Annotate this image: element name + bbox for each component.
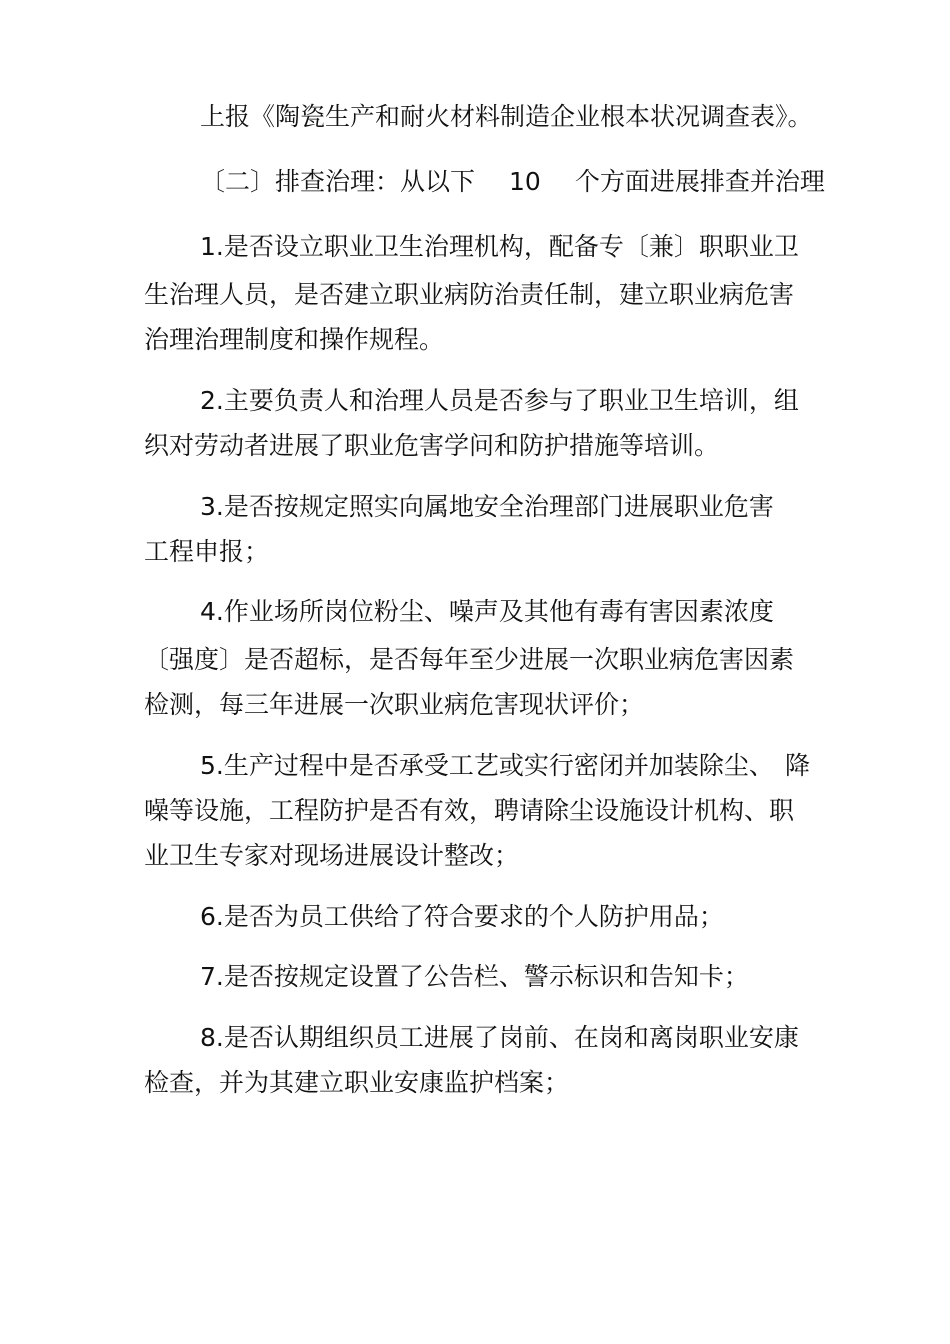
item-3-line-2: 工程申报； (144, 537, 270, 566)
section-heading-number: 10 (509, 167, 541, 196)
section-heading-rest: 个方面进展排查并治理 (574, 167, 825, 196)
item-4-line-2: 〔强度〕是否超标，是否每年至少进展一次职业病危害因素 (144, 645, 795, 674)
item-8-line-1: 8.是否认期组织员工进展了岗前、在岗和离岗职业安康 (200, 1023, 799, 1052)
item-5-line-1-tail: 降 (785, 751, 811, 780)
item-4-line-3: 检测，每三年进展一次职业病危害现状评价； (144, 690, 645, 719)
item-4-line-1: 4.作业场所岗位粉尘、噪声及其他有毒有害因素浓度 (200, 597, 774, 626)
item-1-line-1: 1.是否设立职业卫生治理机构，配备专〔兼〕职职业卫 (200, 232, 799, 261)
intro-paragraph: 上报《陶瓷生产和耐火材料制造企业根本状况调查表》。 (200, 102, 813, 131)
section-heading (200, 167, 825, 197)
item-5-line-1: 5.生产过程中是否承受工艺或实行密闭并加装除尘、 (200, 751, 774, 780)
item-1-line-2: 生治理人员，是否建立职业病防治责任制，建立职业病危害 (144, 280, 795, 309)
item-7-line-1: 7.是否按规定设置了公告栏、警示标识和告知卡； (200, 962, 749, 991)
item-2-line-1: 2.主要负责人和治理人员是否参与了职业卫生培训，组 (200, 386, 799, 415)
section-heading-label: 〔二〕排查治理：从以下 (200, 167, 476, 196)
item-1-line-3: 治理治理制度和操作规程。 (144, 325, 445, 354)
item-8-line-2: 检查，并为其建立职业安康监护档案； (144, 1068, 570, 1097)
item-5-line-3: 业卫生专家对现场进展设计整改； (144, 841, 520, 870)
item-6-line-1: 6.是否为员工供给了符合要求的个人防护用品； (200, 902, 724, 931)
item-2-line-2: 织对劳动者进展了职业危害学问和防护措施等培训。 (144, 431, 720, 460)
item-3-line-1: 3.是否按规定照实向属地安全治理部门进展职业危害 (200, 492, 774, 521)
item-5-line-2: 噪等设施，工程防护是否有效，聘请除尘设施设计机构、职 (144, 796, 795, 825)
